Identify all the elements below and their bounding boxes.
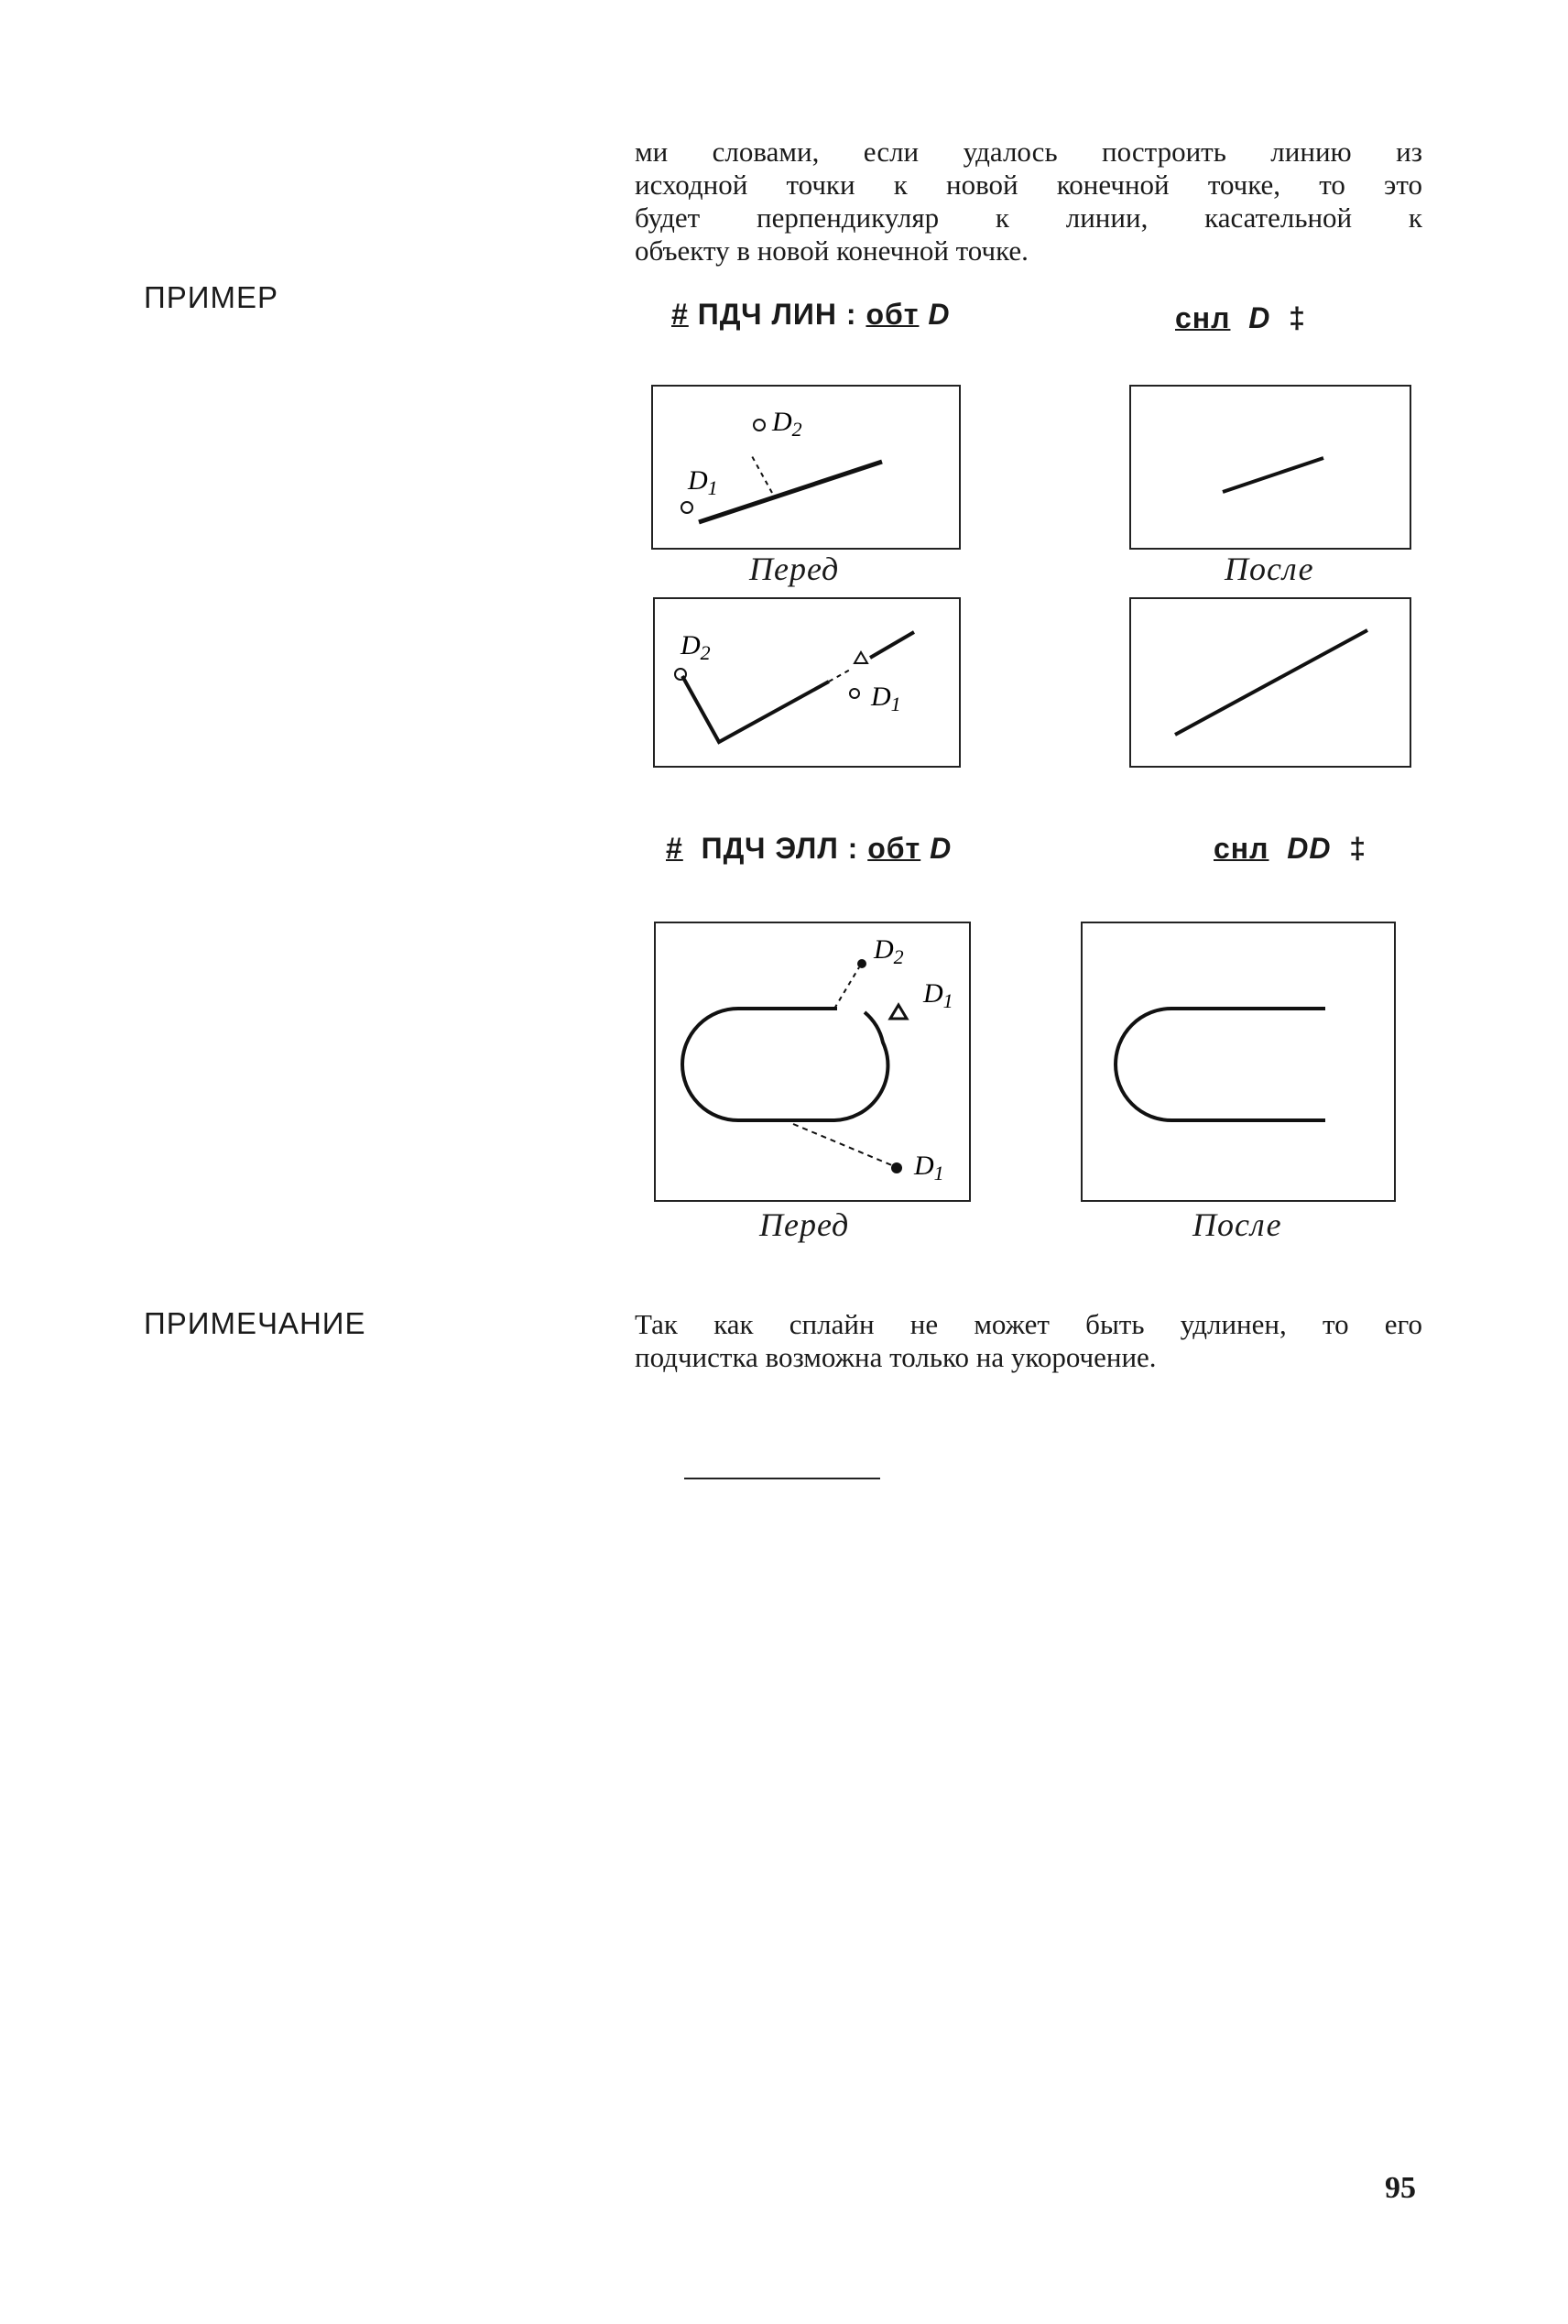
trimmed-slot: [1116, 1009, 1325, 1120]
end-mark: ‡: [1349, 832, 1367, 865]
caption-after: После: [1192, 1206, 1282, 1243]
pick-point-d2: [857, 959, 866, 968]
command-text: ПДЧ ЭЛЛ :: [701, 832, 859, 865]
pick-leader: [834, 967, 859, 1009]
intro-line: объекту в новой конечной точке.: [635, 235, 1029, 267]
note-line: подчистка возможна только на укорочение.: [635, 1341, 1157, 1373]
diagram-line-before-2: [653, 597, 961, 768]
command-line-2: [666, 832, 952, 866]
pick-point-d1: [891, 1162, 902, 1173]
target-line: [870, 632, 914, 658]
command-right-2: [1214, 832, 1367, 866]
page-number: 95: [1385, 2171, 1416, 2205]
end-mark: ‡: [1289, 301, 1306, 334]
diagram-svg: [1083, 923, 1398, 1204]
diagram-line-after-2: [1129, 597, 1411, 768]
diagram-line-after-1: [1129, 385, 1411, 550]
pick-leader: [752, 456, 772, 493]
target-line: [699, 462, 882, 522]
hash-mark: #: [671, 298, 689, 331]
diagram-svg: [653, 387, 963, 551]
result-line: [1175, 630, 1367, 735]
operation-keyword: снл: [1214, 832, 1269, 865]
command-right-1: [1175, 301, 1306, 335]
label-d1: $D_1$: [871, 682, 901, 715]
result-line: [1223, 458, 1323, 492]
note-paragraph: [635, 1308, 1422, 1374]
pick-point-d1: [850, 689, 859, 698]
label-d2: $D_2$: [681, 630, 711, 664]
command-line-1: [671, 298, 950, 332]
intro-paragraph: [635, 136, 1422, 267]
argument: D: [1248, 301, 1271, 334]
diagram-ellipse-before: [654, 922, 971, 1202]
argument: D: [928, 298, 951, 331]
diagram-line-before-1: [651, 385, 961, 550]
pick-triangle: [890, 1005, 907, 1019]
polyline: [682, 676, 829, 742]
label-d2: $D_2$: [874, 934, 904, 968]
intro-line: будет перпендикуляр к линии, касательной к: [635, 202, 1422, 234]
pick-point-d1: [681, 502, 692, 513]
diagram-svg: [656, 923, 973, 1204]
caption-before: Перед: [749, 551, 840, 587]
note-heading: ПРИМЕЧАНИЕ: [144, 1306, 366, 1340]
pick-point-d2: [754, 420, 765, 431]
diagram-ellipse-after: [1081, 922, 1396, 1202]
pick-point-d2: [675, 669, 686, 680]
label-d1: $D_1$: [688, 465, 718, 499]
diagram-svg: [1131, 387, 1413, 551]
pick-triangle: [855, 652, 867, 663]
object-keyword: обт: [866, 298, 920, 331]
slot-outline: [682, 1009, 887, 1120]
label-d1: $D_1$: [914, 1151, 944, 1184]
caption-before: Перед: [759, 1206, 850, 1243]
argument: DD: [1287, 832, 1332, 865]
diagram-svg: [655, 599, 963, 769]
command-text: ПДЧ ЛИН :: [697, 298, 857, 331]
diagram-svg: [1131, 599, 1413, 769]
hash-mark: #: [666, 832, 683, 865]
note-line: Так как сплайн не может быть удлинен, то его: [635, 1308, 1422, 1340]
caption-after: После: [1225, 551, 1314, 587]
label-d2: $D_2$: [772, 407, 802, 441]
intro-line: исходной точки к новой конечной точке, то это: [635, 169, 1422, 201]
section-divider: [684, 1478, 880, 1479]
example-heading: ПРИМЕР: [144, 280, 278, 314]
label-d1: $D_1$: [923, 978, 953, 1012]
object-keyword: обт: [867, 832, 921, 865]
operation-keyword: снл: [1175, 301, 1231, 334]
intro-line: ми словами, если удалось построить линию из: [635, 136, 1422, 168]
pick-leader: [793, 1124, 894, 1166]
gap-leader: [829, 669, 852, 682]
argument: D: [930, 832, 953, 865]
